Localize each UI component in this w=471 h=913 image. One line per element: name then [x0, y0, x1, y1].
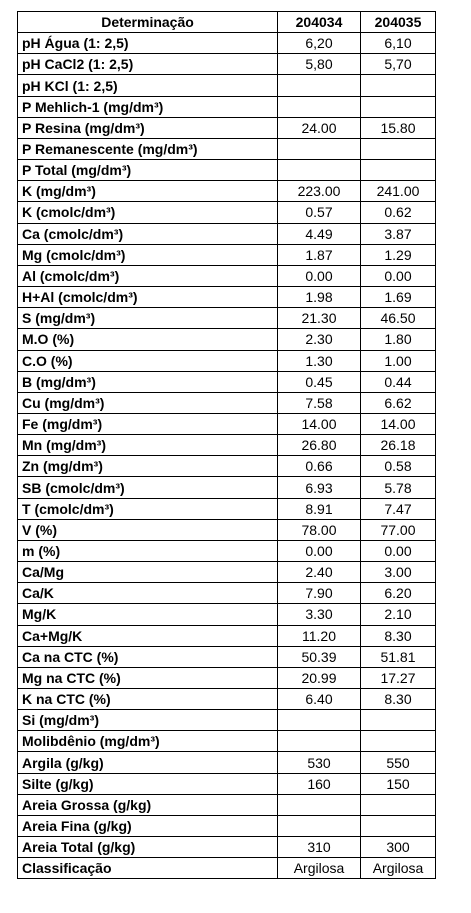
sample-1-value	[278, 138, 361, 159]
row-label: V (%)	[18, 519, 278, 540]
sample-2-value: 8.30	[361, 625, 436, 646]
row-label: Ca/K	[18, 583, 278, 604]
column-header-sample-1: 204034	[278, 12, 361, 33]
table-row	[18, 773, 436, 794]
row-label: Areia Total (g/kg)	[18, 837, 278, 858]
sample-2-value	[361, 710, 436, 731]
sample-1-value: 0.45	[278, 371, 361, 392]
sample-2-value: 3.87	[361, 223, 436, 244]
sample-2-value: 3.00	[361, 562, 436, 583]
sample-1-value	[278, 96, 361, 117]
table-row	[18, 752, 436, 773]
sample-2-value: 550	[361, 752, 436, 773]
table-row	[18, 308, 436, 329]
sample-2-value: 5.78	[361, 477, 436, 498]
sample-1-value: 11.20	[278, 625, 361, 646]
sample-1-value: 21.30	[278, 308, 361, 329]
sample-1-value	[278, 794, 361, 815]
sample-2-value: 1.29	[361, 244, 436, 265]
table-row	[18, 540, 436, 561]
sample-2-value: 300	[361, 837, 436, 858]
sample-2-value: 17.27	[361, 667, 436, 688]
sample-1-value: 2.30	[278, 329, 361, 350]
sample-2-value: 1.80	[361, 329, 436, 350]
table-row	[18, 138, 436, 159]
table-row	[18, 646, 436, 667]
row-label: Mg (cmolc/dm³)	[18, 244, 278, 265]
table-row	[18, 858, 436, 879]
row-label: K na CTC (%)	[18, 689, 278, 710]
table-row	[18, 265, 436, 286]
sample-1-value: 7.90	[278, 583, 361, 604]
sample-1-value: 6.93	[278, 477, 361, 498]
table-row	[18, 392, 436, 413]
row-label: Ca+Mg/K	[18, 625, 278, 646]
row-label: K (cmolc/dm³)	[18, 202, 278, 223]
sample-1-value: 0.57	[278, 202, 361, 223]
row-label: Si (mg/dm³)	[18, 710, 278, 731]
table-row	[18, 329, 436, 350]
row-label: M.O (%)	[18, 329, 278, 350]
table-row	[18, 244, 436, 265]
sample-2-value: 6,10	[361, 33, 436, 54]
table-row	[18, 160, 436, 181]
sample-1-value: 14.00	[278, 413, 361, 434]
sample-2-value: 7.47	[361, 498, 436, 519]
sample-1-value: 4.49	[278, 223, 361, 244]
row-label: Zn (mg/dm³)	[18, 456, 278, 477]
sample-1-value: 223.00	[278, 181, 361, 202]
sample-1-value: 1.98	[278, 287, 361, 308]
row-label: K (mg/dm³)	[18, 181, 278, 202]
table-row	[18, 202, 436, 223]
row-label: Mg na CTC (%)	[18, 667, 278, 688]
row-label: Ca (cmolc/dm³)	[18, 223, 278, 244]
row-label: C.O (%)	[18, 350, 278, 371]
table-row	[18, 75, 436, 96]
header-row	[18, 12, 436, 33]
table-row	[18, 710, 436, 731]
sample-2-value: 0.58	[361, 456, 436, 477]
row-label: m (%)	[18, 540, 278, 561]
table-row	[18, 477, 436, 498]
row-label: Mn (mg/dm³)	[18, 435, 278, 456]
sample-1-value: 20.99	[278, 667, 361, 688]
sample-1-value: 0.00	[278, 265, 361, 286]
row-label: H+Al (cmolc/dm³)	[18, 287, 278, 308]
sample-2-value: 1.69	[361, 287, 436, 308]
sample-2-value	[361, 794, 436, 815]
sample-2-value: 6.20	[361, 583, 436, 604]
sample-1-value: 0.00	[278, 540, 361, 561]
sample-2-value: 51.81	[361, 646, 436, 667]
row-label: pH CaCl2 (1: 2,5)	[18, 54, 278, 75]
sample-1-value: 2.40	[278, 562, 361, 583]
soil-analysis-table	[17, 11, 436, 879]
sample-2-value: 241.00	[361, 181, 436, 202]
sample-2-value: 0.62	[361, 202, 436, 223]
table-row	[18, 181, 436, 202]
sample-1-value: 0.66	[278, 456, 361, 477]
row-label: Molibdênio (mg/dm³)	[18, 731, 278, 752]
table-row	[18, 223, 436, 244]
row-label: T (cmolc/dm³)	[18, 498, 278, 519]
sample-1-value: 6.40	[278, 689, 361, 710]
sample-1-value: 5,80	[278, 54, 361, 75]
row-label: Areia Grossa (g/kg)	[18, 794, 278, 815]
sample-2-value	[361, 815, 436, 836]
sample-2-value	[361, 731, 436, 752]
row-label: Classificação	[18, 858, 278, 879]
row-label: P Total (mg/dm³)	[18, 160, 278, 181]
row-label: B (mg/dm³)	[18, 371, 278, 392]
row-label: Argila (g/kg)	[18, 752, 278, 773]
sample-1-value	[278, 731, 361, 752]
row-label: Ca na CTC (%)	[18, 646, 278, 667]
sample-1-value	[278, 710, 361, 731]
row-label: Mg/K	[18, 604, 278, 625]
table-row	[18, 456, 436, 477]
sample-2-value: 1.00	[361, 350, 436, 371]
row-label: Al (cmolc/dm³)	[18, 265, 278, 286]
table-header	[18, 12, 436, 33]
sample-1-value: 310	[278, 837, 361, 858]
table-row	[18, 117, 436, 138]
table-row	[18, 689, 436, 710]
table-row	[18, 562, 436, 583]
row-label: Ca/Mg	[18, 562, 278, 583]
sample-1-value	[278, 75, 361, 96]
sample-2-value: 2.10	[361, 604, 436, 625]
row-label: pH KCl (1: 2,5)	[18, 75, 278, 96]
row-label: Cu (mg/dm³)	[18, 392, 278, 413]
row-label: Fe (mg/dm³)	[18, 413, 278, 434]
sample-1-value: 530	[278, 752, 361, 773]
sample-1-value: 1.87	[278, 244, 361, 265]
sample-1-value: 160	[278, 773, 361, 794]
table-row	[18, 413, 436, 434]
sample-1-value	[278, 160, 361, 181]
table-row	[18, 604, 436, 625]
sample-2-value	[361, 160, 436, 181]
table-row	[18, 498, 436, 519]
sample-2-value: 0.00	[361, 540, 436, 561]
table-row	[18, 625, 436, 646]
sample-2-value: 46.50	[361, 308, 436, 329]
row-label: P Mehlich-1 (mg/dm³)	[18, 96, 278, 117]
row-label: S (mg/dm³)	[18, 308, 278, 329]
table-row	[18, 287, 436, 308]
table-row	[18, 667, 436, 688]
sample-2-value: 0.00	[361, 265, 436, 286]
sample-2-value	[361, 75, 436, 96]
table-row	[18, 794, 436, 815]
sample-1-value: 6,20	[278, 33, 361, 54]
sample-2-value	[361, 138, 436, 159]
sample-1-value	[278, 815, 361, 836]
table-row	[18, 96, 436, 117]
sample-1-value: 8.91	[278, 498, 361, 519]
sample-1-value: Argilosa	[278, 858, 361, 879]
table-row	[18, 837, 436, 858]
row-label: Silte (g/kg)	[18, 773, 278, 794]
sample-2-value: 14.00	[361, 413, 436, 434]
table-row	[18, 731, 436, 752]
row-label: SB (cmolc/dm³)	[18, 477, 278, 498]
sample-1-value: 26.80	[278, 435, 361, 456]
sample-2-value: 77.00	[361, 519, 436, 540]
table-row	[18, 33, 436, 54]
table-row	[18, 815, 436, 836]
sample-2-value	[361, 96, 436, 117]
sample-2-value: 5,70	[361, 54, 436, 75]
sample-1-value: 7.58	[278, 392, 361, 413]
sample-1-value: 1.30	[278, 350, 361, 371]
sample-2-value: 0.44	[361, 371, 436, 392]
table-row	[18, 435, 436, 456]
sample-2-value: 8.30	[361, 689, 436, 710]
sample-1-value: 3.30	[278, 604, 361, 625]
sample-1-value: 24.00	[278, 117, 361, 138]
sample-1-value: 78.00	[278, 519, 361, 540]
sample-2-value: Argilosa	[361, 858, 436, 879]
table-row	[18, 371, 436, 392]
row-label: P Resina (mg/dm³)	[18, 117, 278, 138]
table-row	[18, 54, 436, 75]
column-header-determinacao: Determinação	[18, 12, 278, 33]
sample-2-value: 15.80	[361, 117, 436, 138]
row-label: Areia Fina (g/kg)	[18, 815, 278, 836]
row-label: P Remanescente (mg/dm³)	[18, 138, 278, 159]
table-row	[18, 350, 436, 371]
row-label: pH Água (1: 2,5)	[18, 33, 278, 54]
sample-2-value: 26.18	[361, 435, 436, 456]
table-row	[18, 583, 436, 604]
sample-2-value: 6.62	[361, 392, 436, 413]
sample-2-value: 150	[361, 773, 436, 794]
column-header-sample-2: 204035	[361, 12, 436, 33]
table-row	[18, 519, 436, 540]
table-body	[18, 33, 436, 879]
sample-1-value: 50.39	[278, 646, 361, 667]
